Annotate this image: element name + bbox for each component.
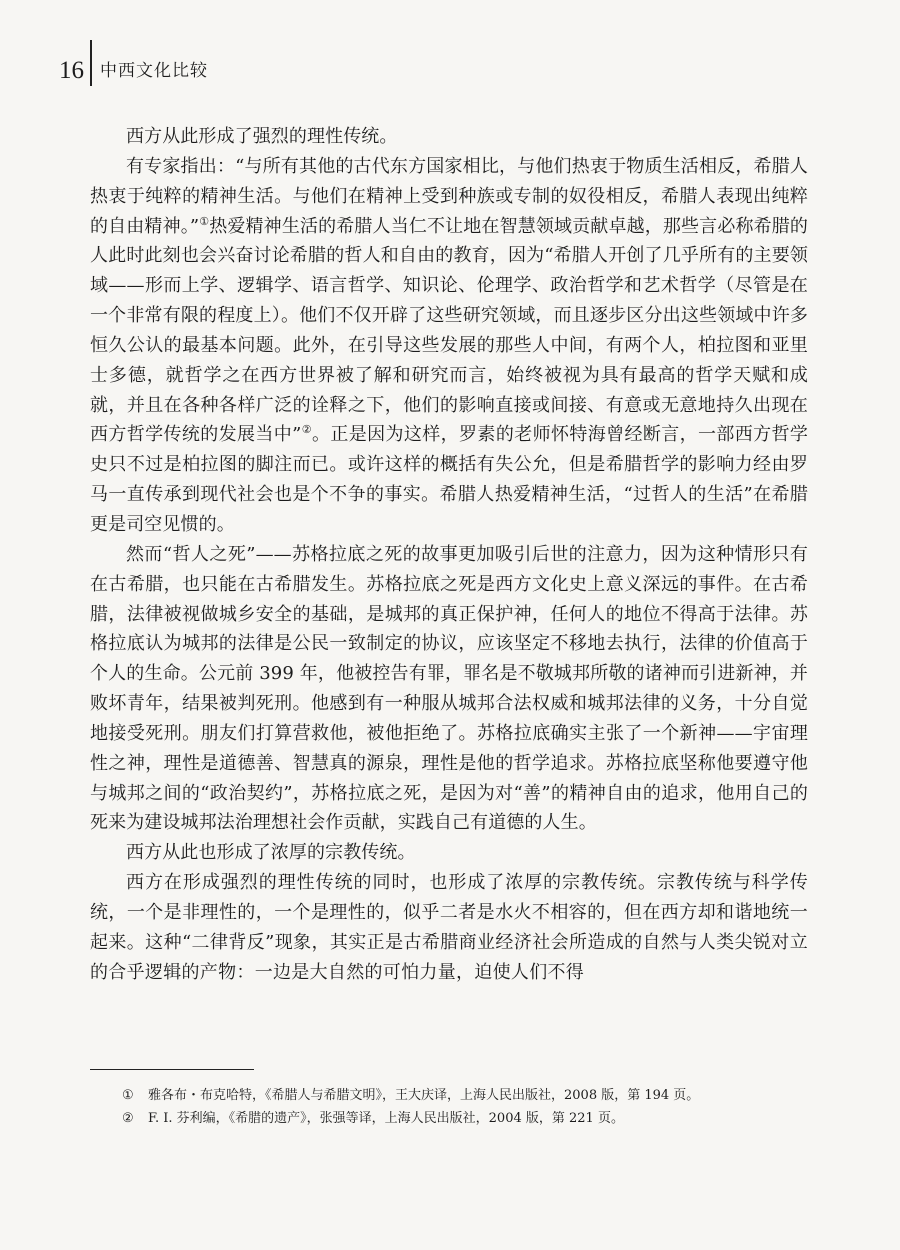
paragraph: 西方在形成强烈的理性传统的同时，也形成了浓厚的宗教传统。宗教传统与科学传统，一个是非理性的，一个是理性的，似乎二者是水火不相容的，但在西方却和谐地统一起来。这种“二律背反”现象，其实正是古希腊商业经济社会所造成的自然与人类尖锐对立的合乎逻辑的产物：一边是大自然的可怕力量，迫使人们不得 [90, 872, 808, 983]
footnote-divider [90, 1069, 254, 1070]
paragraph-text: 有专家指出：“与所有其他的古代东方国家相比，与他们热衷于物质生活相反，希腊人热衷于纯粹的精神生活。与他们在精神上受到种族或专制的奴役相反，希腊人表现出纯粹的自由精神。” [90, 155, 808, 237]
footnotes [122, 1084, 812, 1130]
footnote-text: F. I. 芬利编，《希腊的遗产》，张强等译，上海人民出版社，2004 版，第 221 页。 [148, 1111, 624, 1126]
footnote-text: 雅各布・布克哈特，《希腊人与希腊文明》，王大庆译，上海人民出版社，2008 版，第 194 页。 [148, 1088, 700, 1103]
running-title: 中西文化比较 [100, 61, 208, 81]
page-number: 16 [59, 57, 84, 84]
footnote-ref[interactable]: ① [199, 214, 210, 228]
paragraph: 西方从此形成了强烈的理性传统。 [126, 126, 398, 147]
footnote-marker: ② [122, 1111, 134, 1126]
paragraph-text: 。正是因为这样，罗素的老师怀特海曾经断言，一部西方哲学史只不过是柏拉图的脚注而已。或许这样的概括有失公允，但是希腊哲学的影响力经由罗马一直传承到现代社会也是个不争的事实。希腊人热爱精神生活，“过哲人的生活”在希腊更是司空见惯的。 [90, 424, 808, 535]
paragraph-text: 热爱精神生活的希腊人当仁不让地在智慧领域贡献卓越，那些言必称希腊的人此时此刻也会兴奋讨论希腊的哲人和自由的教育，因为“希腊人开创了几乎所有的主要领域——形而上学、逻辑学、语言哲学、知识论、伦理学、政治哲学和艺术哲学（尽管是在一个非常有限的程度上）。他们不仅开辟了这些研究领域，而且逐步区分出这些领域中许多恒久公认的最基本问题。此外，在引导这些发展的那些人中间，有两个人，柏拉图和亚里士多德，就哲学之在西方世界被了解和研究而言，始终被视为具有最高的哲学天赋和成就，并且在各种各样广泛的诠释之下，他们的影响直接或间接、有意或无意地持久出现在西方哲学传统的发展当中” [90, 215, 809, 446]
paragraph: 然而“哲人之死”——苏格拉底之死的故事更加吸引后世的注意力，因为这种情形只有在古希腊，也只能在古希腊发生。苏格拉底之死是西方文化史上意义深远的事件。在古希腊，法律被视做城乡安全的基础，是城邦的真正保护神，任何人的地位不得高于法律。苏格拉底认为城邦的法律是公民一致制定的协议，应该坚定不移地去执行，法律的价值高于个人的生命。公元前 399 年，他被控告有罪，罪名是不敬城邦所敬的诸神而引进新神，并败坏青年，结果被判死刑。他感到有一种服从城邦合法权威和城邦法律的义务，十分自觉地接受死刑。朋友们打算营救他，被他拒绝了。苏格拉底确实主张了一个新神——宇宙理性之神，理性是道德善、智慧真的源泉，理性是他的哲学追求。苏格拉底坚称他要遵守他与城邦之间的“政治契约”，苏格拉底之死，是因为对“善”的精神自由的追求，他用自己的死来为建设城邦法治理想社会作贡献，实践自己有道德的人生。 [90, 543, 808, 834]
footnote [122, 1084, 812, 1107]
footnote [122, 1107, 812, 1130]
paragraph [90, 152, 808, 540]
footnote-marker: ① [122, 1088, 134, 1103]
body-text [90, 122, 808, 987]
page-header [40, 54, 208, 86]
footnote-ref[interactable]: ② [301, 423, 313, 437]
paragraph: 西方从此也形成了浓厚的宗教传统。 [126, 842, 416, 864]
